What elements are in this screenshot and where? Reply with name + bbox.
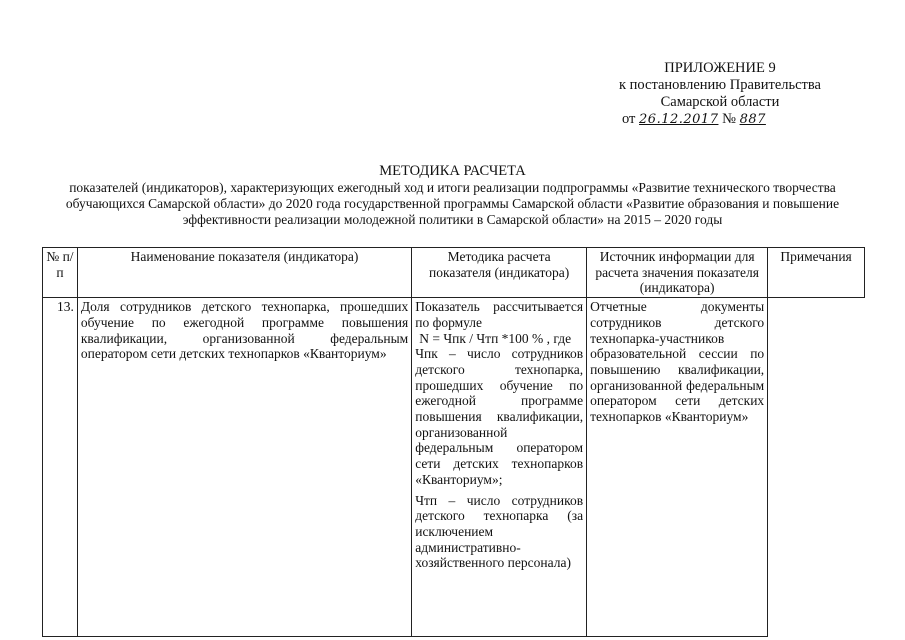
handwritten-date: 26.12.2017 — [639, 112, 719, 127]
header-notes: Примечания — [768, 248, 865, 298]
handwritten-number: 887 — [739, 112, 766, 127]
appendix-line-2: Самарской области — [660, 94, 780, 110]
header-source: Источник информации для расчета значения показателя (индикатора) — [587, 248, 768, 298]
header-name: Наименование показателя (индикатора) — [77, 248, 411, 298]
document-title: МЕТОДИКА РАСЧЕТА — [379, 163, 526, 179]
method-definition-1: Чпк – число сотрудников детского технопарка, прошедших обучение по ежегодной программе повышения квалификации, организованной федеральным оператором сети детских технопарков «Кванториум»; — [415, 346, 584, 487]
table-header-row — [43, 248, 865, 298]
method-definition-2: Чтп – число сотрудников детского технопарка (за исключением административно-хозяйственного персонала) — [415, 492, 584, 571]
appendix-line-1: к постановлению Правительства — [619, 77, 821, 93]
appendix-block — [600, 60, 840, 128]
header-num: № п/п — [43, 248, 78, 298]
row-method — [412, 298, 587, 637]
row-num: 13. — [43, 298, 78, 637]
document-subtitle: показателей (индикаторов), характеризующих ежегодный ход и итоги реализации подпрограммы «Развитие технического творчества обучающихся Самарской области» до 2020 года государственной программы Самарской области «Развитие образования и повышение эффективности реализации молодежной политики в Самарской области» на 2015 – 2020 годы — [65, 180, 840, 227]
row-name: Доля сотрудников детского технопарка, прошедших обучение по ежегодной программе повышения квалификации, организованной федеральным оператором сети детских технопарков «Кванториум» — [77, 298, 411, 637]
date-prefix: от — [622, 111, 636, 127]
appendix-date-line — [600, 111, 840, 128]
row-source: Отчетные документы сотрудников детского технопарка-участников образовательной сессии по повышению квалификации, организованной федеральным оператором сети детских технопарков «Кванториум» — [587, 298, 768, 637]
table-row — [43, 298, 865, 637]
indicator-table — [42, 247, 865, 637]
method-formula: N = Чпк / Чтп *100 % , где — [419, 330, 572, 346]
document-heading — [40, 163, 865, 228]
row-notes — [768, 298, 865, 637]
appendix-title: ПРИЛОЖЕНИЕ 9 — [664, 60, 776, 76]
method-intro: Показатель рассчитывается по формуле — [415, 299, 584, 330]
header-method: Методика расчета показателя (индикатора) — [412, 248, 587, 298]
number-prefix: № — [722, 111, 736, 127]
